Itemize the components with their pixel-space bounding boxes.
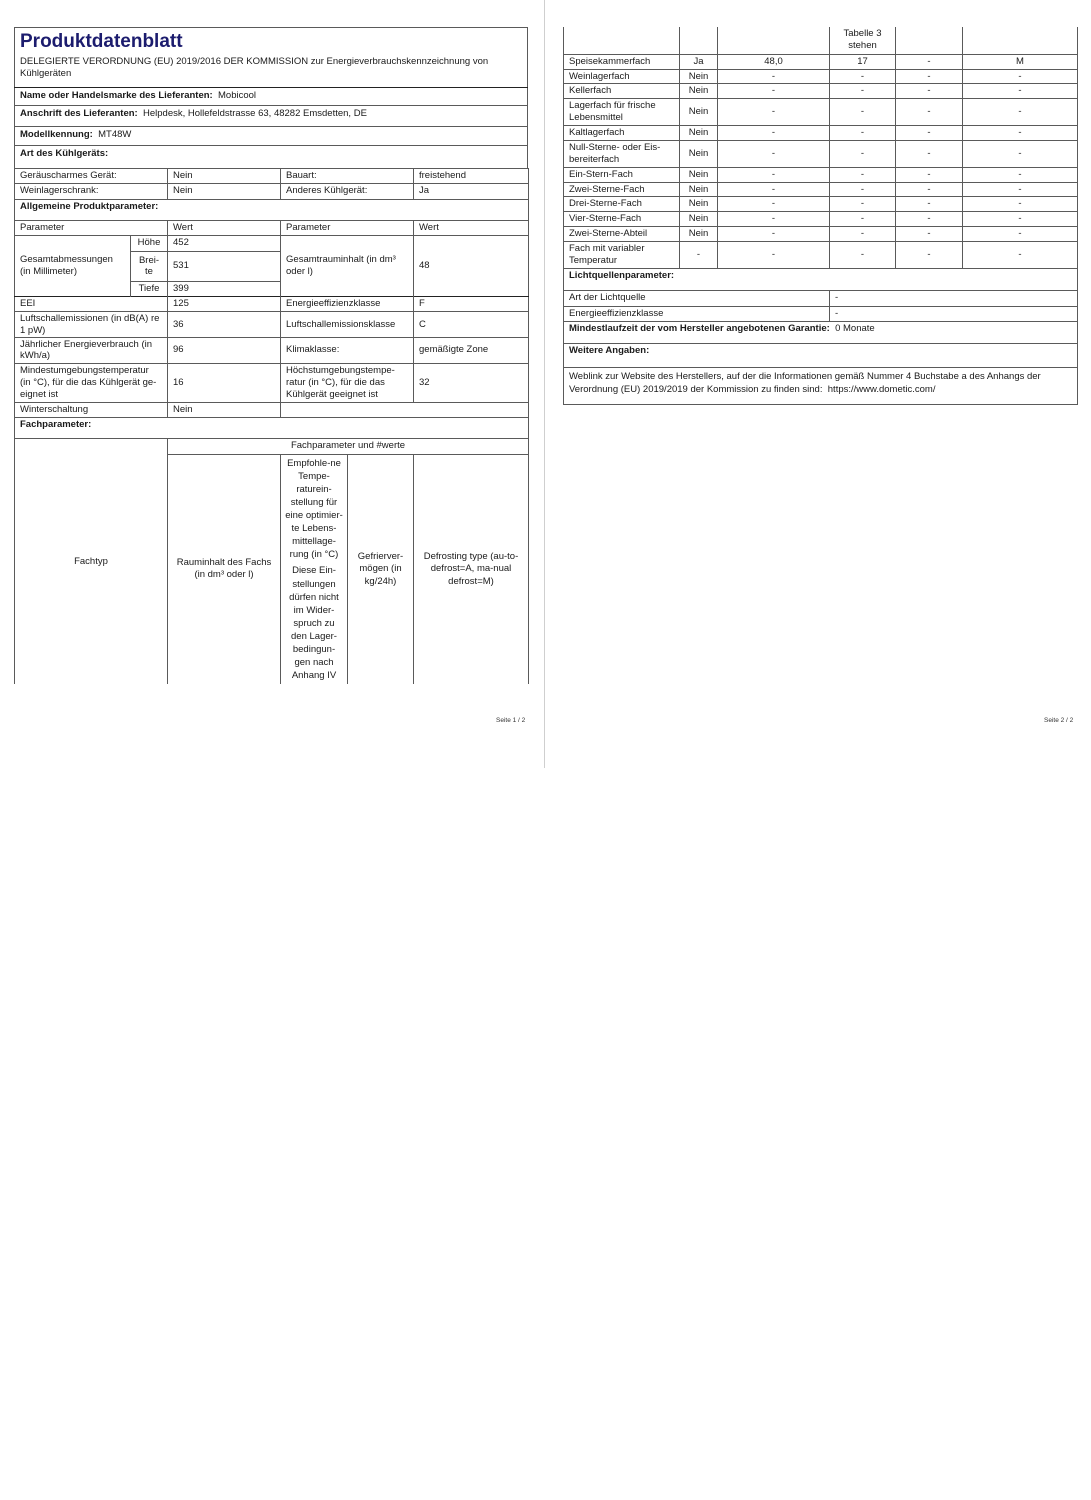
warranty-value: 0 Monate xyxy=(835,322,875,334)
table-row xyxy=(564,197,1078,212)
compartment-freeze: - xyxy=(896,84,963,99)
compartment-present: Nein xyxy=(680,84,718,99)
energy-value: 96 xyxy=(168,338,281,364)
maxtemp-label: Höchstumgebungstempe-ratur (in °C), für die das Kühlgerät geeignet ist xyxy=(281,363,414,402)
compartment-freeze: - xyxy=(896,69,963,84)
compartment-defrost: - xyxy=(963,126,1078,141)
mintemp-label: Mindestumgebungstemperatur (in °C), für die das Kühlgerät ge-eignet ist xyxy=(15,363,168,402)
compartment-temp: - xyxy=(830,126,896,141)
weblink-row xyxy=(564,367,1078,405)
height-label: Höhe xyxy=(131,236,168,251)
header-block xyxy=(14,27,528,168)
compartment-present: Nein xyxy=(680,140,718,167)
compartment-volume: - xyxy=(718,227,830,242)
col-value-1: Wert xyxy=(168,220,281,235)
dims-label: Gesamtabmessungen (in Millimeter) xyxy=(15,236,131,297)
volume-value: 48 xyxy=(419,259,430,271)
table-row xyxy=(564,227,1078,242)
noise-label: Luftschallemissionen (in dB(A) re 1 pW) xyxy=(15,312,168,338)
compartment-temp: - xyxy=(830,182,896,197)
compartment-temp: - xyxy=(830,84,896,99)
compartment-temp: - xyxy=(830,69,896,84)
compartment-present: Nein xyxy=(680,167,718,182)
energy-label: Jährlicher Energieverbrauch (in kWh/a) xyxy=(15,338,168,364)
compartment-volume: - xyxy=(718,242,830,268)
other-value: Ja xyxy=(414,184,529,199)
depth-label: Tiefe xyxy=(131,281,168,296)
type-table xyxy=(14,168,529,220)
compartment-temp: - xyxy=(830,167,896,182)
table-row xyxy=(564,99,1078,126)
warranty-label: Mindestlaufzeit der vom Hersteller angebotenen Garantie: xyxy=(569,322,830,334)
compartment-present: Nein xyxy=(680,212,718,227)
compartment-defrost: - xyxy=(963,84,1078,99)
volume-label: Gesamtrauminhalt (in dm³ oder l) xyxy=(281,236,414,297)
address-value: Helpdesk, Hollefeldstrasse 63, 48282 Emsdetten, DE xyxy=(143,107,367,119)
compartment-present: - xyxy=(680,242,718,268)
compartment-name: Ein-Stern-Fach xyxy=(564,167,680,182)
compartment-name: Zwei-Sterne-Fach xyxy=(564,182,680,197)
col-param-2: Parameter xyxy=(281,220,414,235)
page-1 xyxy=(14,27,528,684)
compartment-temp: - xyxy=(830,140,896,167)
compartment-temp: - xyxy=(830,197,896,212)
general-heading: Allgemeine Produktparameter: xyxy=(15,199,529,220)
compartment-present: Nein xyxy=(680,227,718,242)
table-row xyxy=(564,242,1078,268)
compartment-defrost: M xyxy=(963,54,1078,69)
regulation-text: DELEGIERTE VERORDNUNG (EU) 2019/2016 DER KOMMISSION zur Energieverbrauchskennzeichnung von Kühlgeräten xyxy=(20,55,489,80)
warranty-row xyxy=(564,321,1078,343)
model-value: MT48W xyxy=(98,129,132,141)
compartment-volume: - xyxy=(718,197,830,212)
compartment-defrost: - xyxy=(963,99,1078,126)
compartment-volume: - xyxy=(718,69,830,84)
compartment-defrost: - xyxy=(963,69,1078,84)
h-fachtyp: Fachtyp xyxy=(15,439,168,685)
compartment-name: Kaltlagerfach xyxy=(564,126,680,141)
compartment-defrost: - xyxy=(963,182,1078,197)
compartment-temp: - xyxy=(830,227,896,242)
address-label: Anschrift des Lieferanten: xyxy=(20,107,138,119)
compartment-defrost: - xyxy=(963,227,1078,242)
compartment-defrost: - xyxy=(963,242,1078,268)
compartment-volume: - xyxy=(718,212,830,227)
eclass-label: Energieeffizienzklasse xyxy=(281,296,414,311)
h-temp-cell xyxy=(281,454,348,684)
compartment-freeze: - xyxy=(896,54,963,69)
model-label: Modellkennung: xyxy=(20,129,93,141)
col-param-1: Parameter xyxy=(15,220,168,235)
comp-heading: Fachparameter: xyxy=(15,417,529,438)
model-row xyxy=(15,127,528,145)
compartment-freeze: - xyxy=(896,242,963,268)
other-label: Anderes Kühlgerät: xyxy=(281,184,414,199)
noiseclass-label: Luftschallemissionsklasse xyxy=(281,312,414,338)
table-row xyxy=(564,69,1078,84)
eclass-value: F xyxy=(414,296,529,311)
noiseclass-value: C xyxy=(414,312,529,338)
page-divider xyxy=(544,0,545,768)
compartment-present: Nein xyxy=(680,182,718,197)
compartment-name: Vier-Sterne-Fach xyxy=(564,212,680,227)
compartment-temp: 17 xyxy=(830,54,896,69)
supplier-label: Name oder Handelsmarke des Lieferanten: xyxy=(20,89,213,101)
light-heading: Lichtquellenparameter: xyxy=(569,269,675,281)
light-type-value: - xyxy=(830,291,1078,306)
compartment-name: Drei-Sterne-Fach xyxy=(564,197,680,212)
compartment-name: Fach mit variabler Temperatur xyxy=(564,242,680,268)
page-2 xyxy=(563,27,1077,405)
h-temp: Empfohle-ne Tempe-raturein-stellung für eine optimier-te Lebens-mittellage-rung (in °C) xyxy=(285,457,343,561)
compartment-volume: - xyxy=(718,99,830,126)
compartment-present: Nein xyxy=(680,99,718,126)
compartment-present: Nein xyxy=(680,126,718,141)
h-defrost: Defrosting type (au-to-defrost=A, ma-nual defrost=M) xyxy=(423,550,519,587)
table-row xyxy=(564,212,1078,227)
width-value: 531 xyxy=(168,251,281,281)
table-row xyxy=(564,140,1078,167)
supplier-value: Mobicool xyxy=(218,89,257,101)
compartment-temp: - xyxy=(830,212,896,227)
eei-value: 125 xyxy=(168,296,281,311)
light-class-value: - xyxy=(830,306,1078,321)
light-table xyxy=(563,268,1078,405)
compartment-volume: - xyxy=(718,167,830,182)
compartment-name: Zwei-Sterne-Abteil xyxy=(564,227,680,242)
quiet-value: Nein xyxy=(168,168,281,183)
compartment-volume: - xyxy=(718,140,830,167)
compartment-present: Nein xyxy=(680,197,718,212)
compartment-volume: - xyxy=(718,84,830,99)
table-row xyxy=(564,54,1078,69)
table-row xyxy=(564,167,1078,182)
type-heading: Art des Kühlgeräts: xyxy=(15,145,528,168)
compartment-name: Null-Sterne- oder Eis-bereiterfach xyxy=(564,140,680,167)
h-volume: Rauminhalt des Fachs (in dm³ oder l) xyxy=(168,454,281,684)
design-label: Bauart: xyxy=(281,168,414,183)
compartment-freeze: - xyxy=(896,167,963,182)
general-params-table xyxy=(14,220,529,438)
col-value-2: Wert xyxy=(414,220,529,235)
page-1-footer: Seite 1 / 2 xyxy=(496,717,526,724)
compartment-header-table xyxy=(14,438,529,684)
compartment-name: Lagerfach für frische Lebensmittel xyxy=(564,99,680,126)
compartment-freeze: - xyxy=(896,140,963,167)
compartment-freeze: - xyxy=(896,182,963,197)
h-temp-note: Diese Ein-stellungen dürfen nicht im Wider-spruch zu den Lager-bedingun-gen nach Anhang IV xyxy=(289,565,339,682)
compartment-freeze: - xyxy=(896,197,963,212)
compartment-defrost: - xyxy=(963,140,1078,167)
compartment-temp: - xyxy=(830,99,896,126)
compartment-temp: - xyxy=(830,242,896,268)
climate-value: gemäßigte Zone xyxy=(414,338,529,364)
supplier-row xyxy=(15,87,528,105)
maxtemp-value: 32 xyxy=(414,363,529,402)
winter-label: Winterschaltung xyxy=(15,402,168,417)
light-type-label: Art der Lichtquelle xyxy=(564,291,830,306)
page-2-footer: Seite 2 / 2 xyxy=(1044,717,1074,724)
depth-value: 399 xyxy=(168,281,281,296)
winter-value: Nein xyxy=(168,402,281,417)
more-heading: Weitere Angaben: xyxy=(564,344,1078,367)
table-row xyxy=(564,84,1078,99)
compartment-volume: 48,0 xyxy=(718,54,830,69)
weblink-url[interactable]: https://www.dometic.com/ xyxy=(827,383,936,395)
compartment-present: Nein xyxy=(680,69,718,84)
compartment-name: Speisekammerfach xyxy=(564,54,680,69)
weblink-text: Weblink zur Website des Herstellers, auf der die Informationen gemäß Nummer 4 Buchstabe a des Anhangs der Verordnung (EU) 2019/2019 der Kommission zu finden sind: xyxy=(569,370,1041,395)
compartment-freeze: - xyxy=(896,126,963,141)
compartment-freeze: - xyxy=(896,227,963,242)
compartment-defrost: - xyxy=(963,212,1078,227)
comp-subheading: Fachparameter und #werte xyxy=(168,439,529,454)
design-value: freistehend xyxy=(419,169,467,181)
compartment-table xyxy=(563,27,1078,268)
light-class-label: Energieeffizienzklasse xyxy=(564,306,830,321)
compartment-freeze: - xyxy=(896,212,963,227)
h-freeze: Gefrierver-mögen (in kg/24h) xyxy=(348,454,414,684)
compartment-defrost: - xyxy=(963,167,1078,182)
wine-label: Weinlagerschrank: xyxy=(15,184,168,199)
climate-label: Klimaklasse: xyxy=(281,338,414,364)
height-value: 452 xyxy=(168,236,281,251)
noise-value: 36 xyxy=(168,312,281,338)
compartment-defrost: - xyxy=(963,197,1078,212)
compartment-volume: - xyxy=(718,126,830,141)
width-label: Brei-te xyxy=(131,251,168,281)
table-row xyxy=(564,126,1078,141)
wine-value: Nein xyxy=(168,184,281,199)
compartment-freeze: - xyxy=(896,99,963,126)
mintemp-value: 16 xyxy=(168,363,281,402)
compartment-present: Ja xyxy=(680,54,718,69)
compartment-volume: - xyxy=(718,182,830,197)
top-cell: Tabelle 3 stehen xyxy=(830,27,896,54)
compartment-name: Weinlagerfach xyxy=(564,69,680,84)
quiet-label: Geräuscharmes Gerät: xyxy=(15,168,168,183)
compartment-name: Kellerfach xyxy=(564,84,680,99)
page-title: Produktdatenblatt xyxy=(20,31,183,52)
eei-label: EEI xyxy=(15,296,168,311)
address-row xyxy=(15,105,528,126)
table-row xyxy=(564,182,1078,197)
